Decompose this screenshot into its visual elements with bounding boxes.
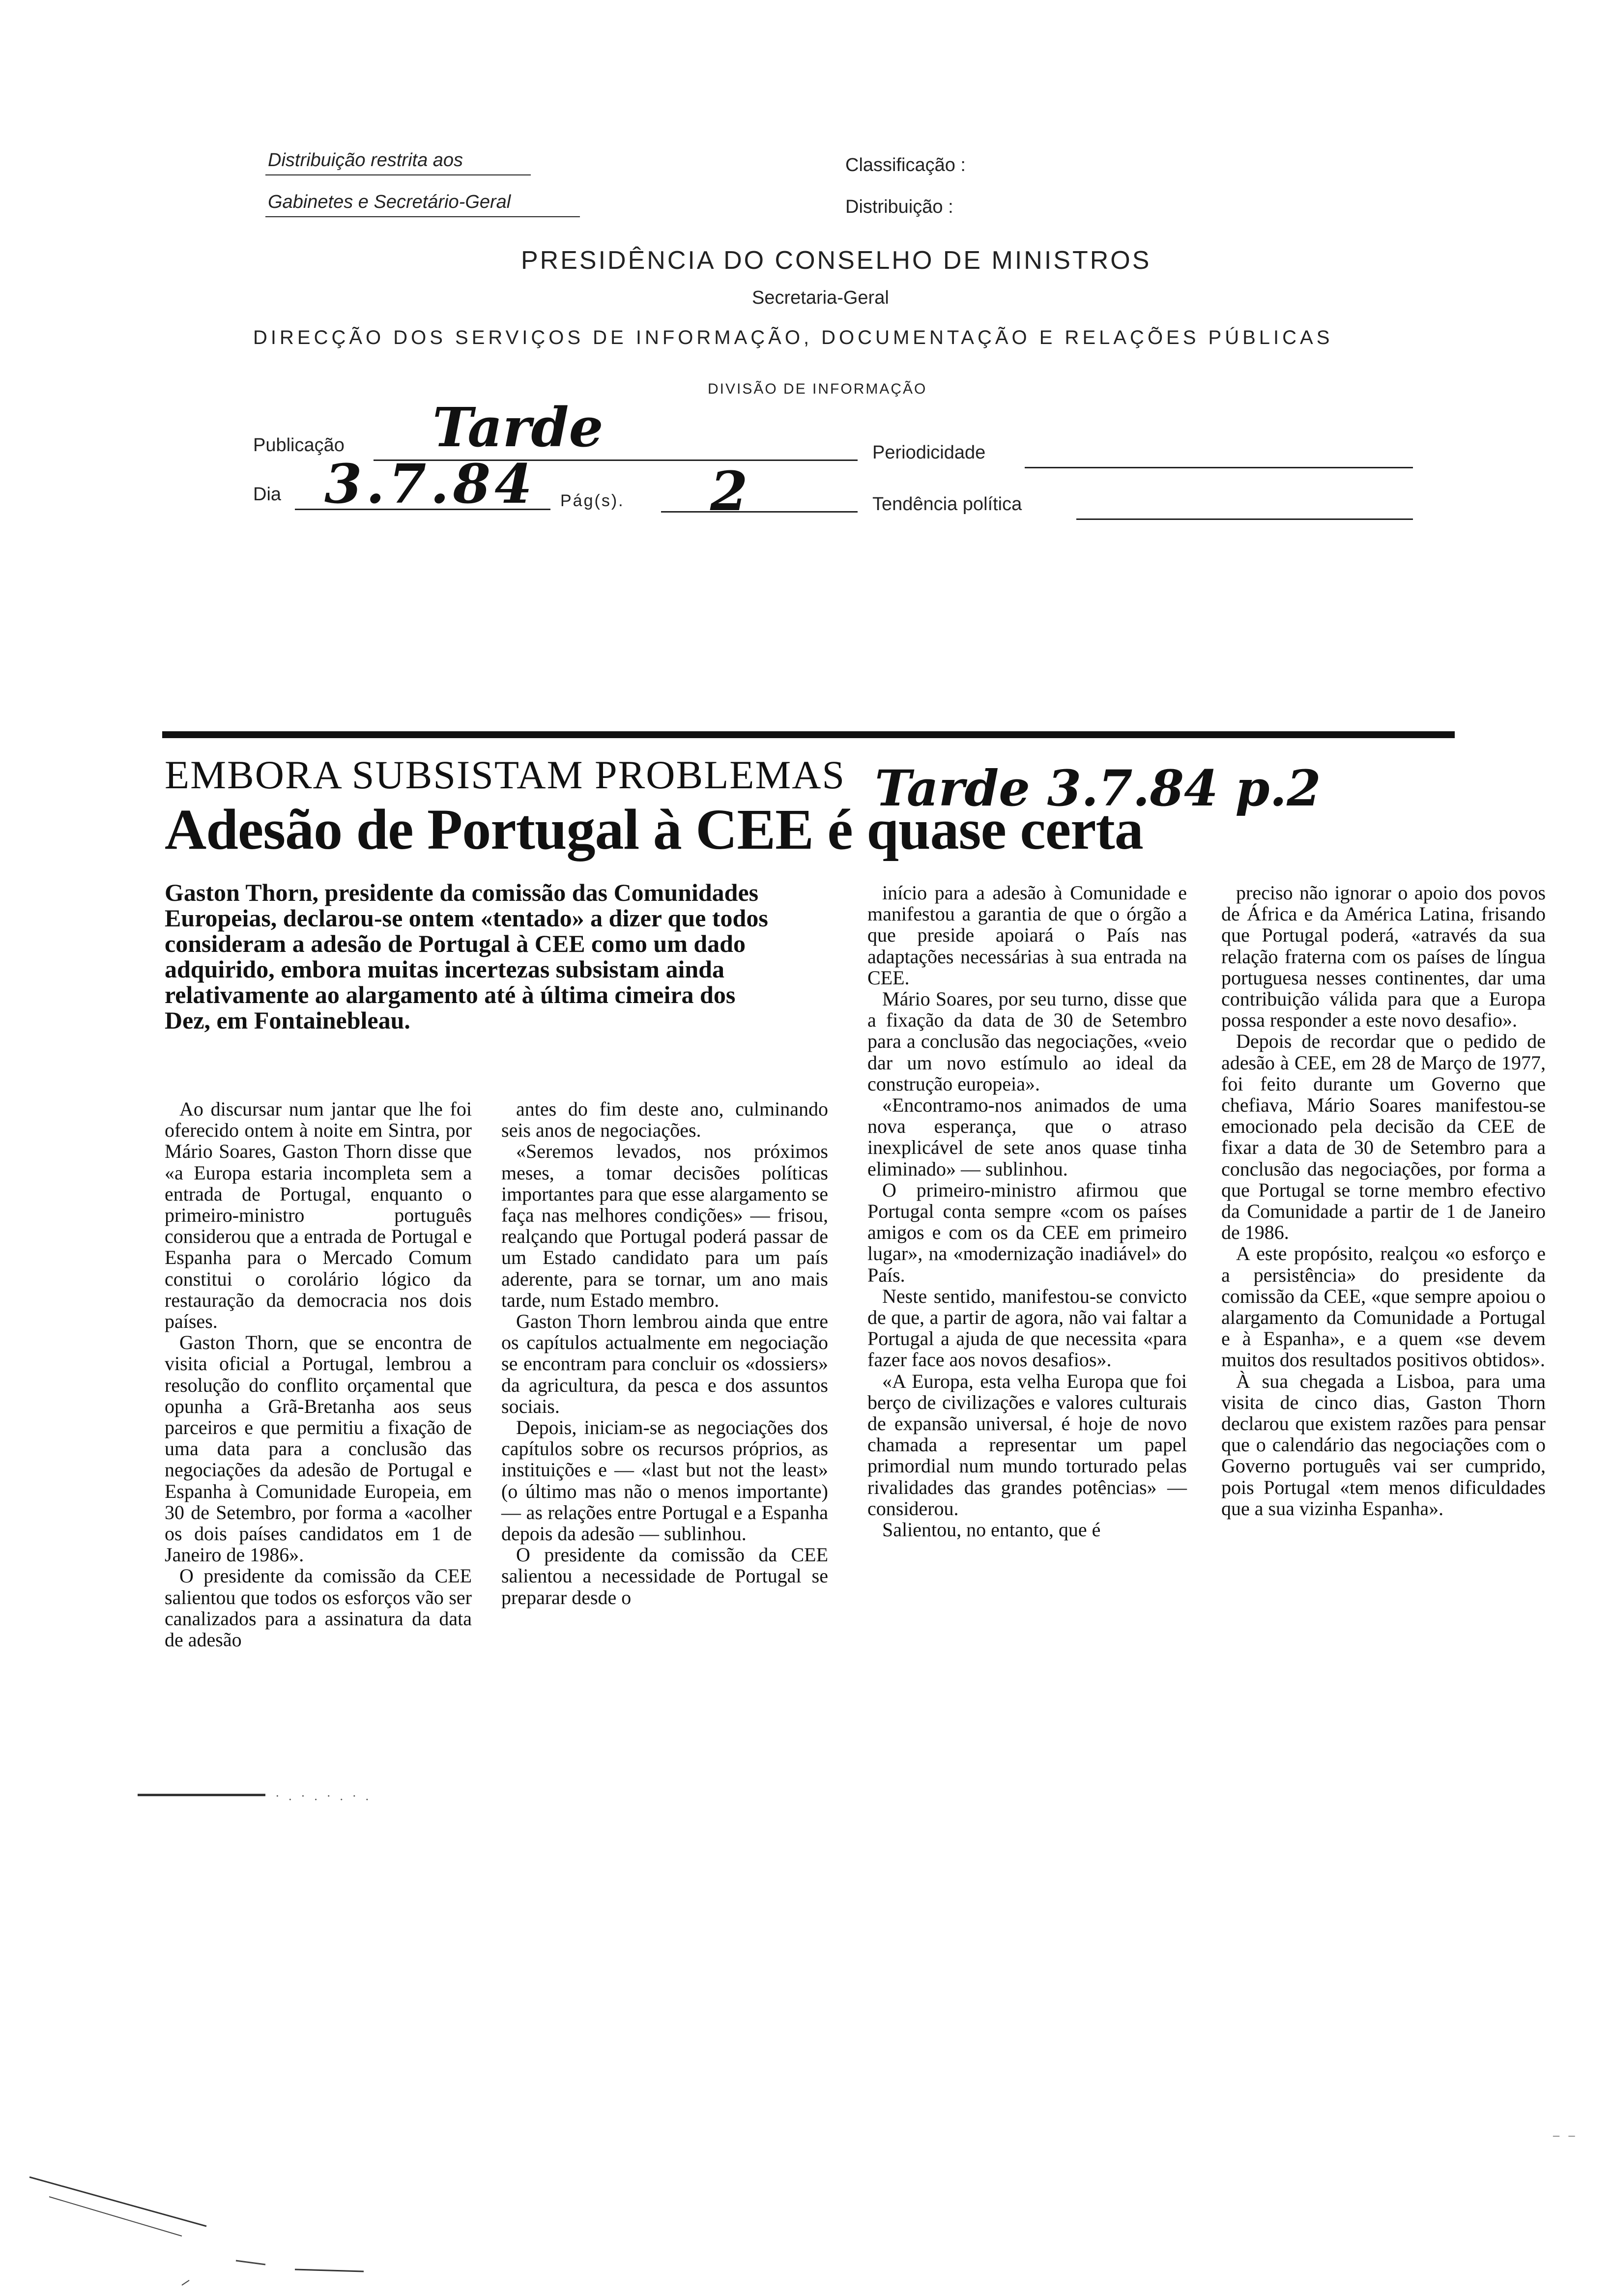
dia-handwritten: 3.7.84 <box>324 452 536 516</box>
col2-paragraph: Gaston Thorn lembrou ainda que entre os capítulos actualmente em negociação se encontram para concluir os «dossiers» da agricultura, da pesca e dos assuntos sociais. <box>501 1310 828 1417</box>
col3-paragraph: Mário Soares, por seu turno, disse que a fixação da data de 30 de Setembro para a conclusão das negociações, «veio dar um novo estímulo ao ideal da construção europeia». <box>867 988 1187 1095</box>
col3-paragraph: início para a adesão à Comunidade e manifestou a garantia de que o órgão a que preside apoiará o País nas adaptações necessárias à sua entrada na CEE. <box>867 882 1187 989</box>
article-column-2 <box>501 1098 828 1608</box>
distribuicao-label: Distribuição : <box>845 197 953 217</box>
article-kicker: EMBORA SUBSISTAM PROBLEMAS <box>165 752 846 797</box>
clipping-top-rule <box>162 731 1455 738</box>
periodicidade-label: Periodicidade <box>872 442 986 463</box>
col3-paragraph: «A Europa, esta velha Europa que foi berço de civilizações e valores culturais de expansão universal, é hoje de novo chamada a representar um papel primordial num mundo torturado pelas rivalidades das grandes potências» — considerou. <box>867 1370 1187 1520</box>
col1-paragraph: Ao discursar num jantar que lhe foi oferecido ontem à noite em Sintra, por Mário Soares, Gaston Thorn disse que «a Europa estaria incompleta sem a entrada de Portugal, enquanto o primeiro-ministro português considerou que a entrada de Portugal e Espanha para o Mercado Comum constitui o corolário lógico da restauração da democracia nos dois países. <box>165 1098 472 1333</box>
col3-paragraph: O primeiro-ministro afirmou que Portugal conta sempre «com os países amigos e com os da CEE em primeiro lugar», na «modernização inadiável» do País. <box>867 1178 1187 1286</box>
article-headline: Adesão de Portugal à CEE é quase certa <box>165 797 1143 861</box>
pags-handwritten: 2 <box>710 459 748 523</box>
col3-paragraph: Salientou, no entanto, que é <box>882 1519 1101 1541</box>
col4-paragraph: À sua chegada a Lisboa, para uma visita de cinco dias, Gaston Thorn declarou que existem razões para pensar que o calendário das negociações com o Governo português vai ser cumprido, pois Portugal «tem menos dificuldades que a sua vizinha Espanha». <box>1221 1370 1546 1520</box>
col3-paragraph: Neste sentido, manifestou-se convicto de que, a partir de agora, não vai faltar a Portugal a ajuda de que necessita «para fazer face aos novos desafios». <box>867 1285 1187 1371</box>
restricted-distribution-line2: Gabinetes e Secretário-Geral <box>268 192 511 212</box>
presidency-title: PRESIDÊNCIA DO CONSELHO DE MINISTROS <box>521 246 1151 275</box>
periodicidade-line <box>1025 467 1413 468</box>
article-column-1 <box>165 1098 472 1650</box>
col1-paragraph: Gaston Thorn, que se encontra de visita oficial a Portugal, lembrou a resolução do conflito orçamental que opunha a Grã-Bretanha aos seus parceiros e que permitiu a fixação de uma data para a conclusão das negociações da adesão de Portugal e Espanha à Comunidade Europeia, em 30 de Setembro, por forma a «acolher os dois países candidatos em 1 de Janeiro de 1986». <box>165 1331 472 1566</box>
restricted-underline-1 <box>265 174 531 175</box>
col2-paragraph: «Seremos levados, nos próximos meses, a tomar decisões políticas importantes para que esse alargamento se faça nas melhores condições» — frisou, realçando que Portugal poderá passar de um Estado candidato para um país aderente, para se tornar, um ano mais tarde, num Estado membro. <box>501 1140 828 1311</box>
publicacao-label: Publicação <box>253 435 345 456</box>
col2-paragraph: antes do fim deste ano, culminando seis anos de negociações. <box>501 1098 828 1142</box>
tendencia-label: Tendência política <box>872 494 1022 515</box>
restricted-underline-2 <box>265 216 580 217</box>
handwritten-source-note: Tarde 3.7.84 p.2 <box>875 759 1321 817</box>
article-column-4 <box>1221 882 1546 1519</box>
col4-paragraph: Depois de recordar que o pedido de adesão à CEE, em 28 de Março de 1977, foi feito durante um Governo que chefiava, Mário Soares manifestou-se emocionado pela decisão da CEE de fixar a data de 30 de Setembro para a conclusão das negociações, por forma a que Portugal se torne membro efectivo da Comunidade a partir de 1 de Janeiro de 1986. <box>1221 1030 1546 1244</box>
col1-paragraph: O presidente da comissão da CEE salientou que todos os esforços vão ser canalizados para a assinatura da data de adesão <box>165 1565 472 1651</box>
photocopy-streaks <box>20 2162 393 2290</box>
photocopy-specks: · . · . · . · . <box>275 1789 372 1803</box>
pags-line <box>661 511 858 513</box>
photocopy-edge-marks: – – <box>1553 2128 1578 2142</box>
col4-paragraph: preciso não ignorar o apoio dos povos de África e da América Latina, frisando que Portugal poderá, «através da sua relação fraterna com os países de língua portuguesa nesses continentes, dar uma contribuição válida para que a Europa possa responder a este novo desafio». <box>1221 882 1546 1032</box>
classificacao-label: Classificação : <box>845 155 966 175</box>
col3-paragraph: «Encontramo-nos animados de uma nova esperança, que o atraso inexplicável de sete anos quase tinha eliminado» — sublinhou. <box>867 1094 1187 1180</box>
clipping-bottom-edge <box>138 1794 265 1796</box>
dia-label: Dia <box>253 484 282 505</box>
publicacao-handwritten: Tarde <box>432 396 604 459</box>
direccao-servicos: DIRECÇÃO DOS SERVIÇOS DE INFORMAÇÃO, DOCUMENTAÇÃO E RELAÇÕES PÚBLICAS <box>253 327 1333 348</box>
col4-paragraph: A este propósito, realçou «o esforço e a persistência» do presidente da comissão da CEE, «que sempre apoiou o alargamento da Comunidade a Portugal e à Espanha», e a quem «se devem muitos dos resultados positivos obtidos». <box>1221 1242 1546 1371</box>
tendencia-line <box>1076 518 1413 520</box>
col2-paragraph: O presidente da comissão da CEE salientou a necessidade de Portugal se preparar desde o <box>501 1544 828 1608</box>
article-lead: Gaston Thorn, presidente da comissão das Comunidades Europeias, declarou-se ontem «tentado» a dizer que todos consideram a adesão de Portugal à CEE como um dado adquirido, embora muitas incertezas subsistam ainda relativamente ao alargamento até à última cimeira dos Dez, em Fontainebleau. <box>165 879 768 1034</box>
article-column-3 <box>867 882 1187 1540</box>
pags-label: Pág(s). <box>560 491 625 510</box>
secretaria-geral: Secretaria-Geral <box>752 287 889 308</box>
divisao-informacao: DIVISÃO DE INFORMAÇÃO <box>708 381 927 397</box>
col2-paragraph: Depois, iniciam-se as negociações dos capítulos sobre os recursos próprios, as instituições e — «last but not the least» (o último mas não o menos importante) — as relações entre Portugal e a Espanha depois da adesão — sublinhou. <box>501 1416 828 1545</box>
restricted-distribution-line1: Distribuição restrita aos <box>268 150 463 171</box>
